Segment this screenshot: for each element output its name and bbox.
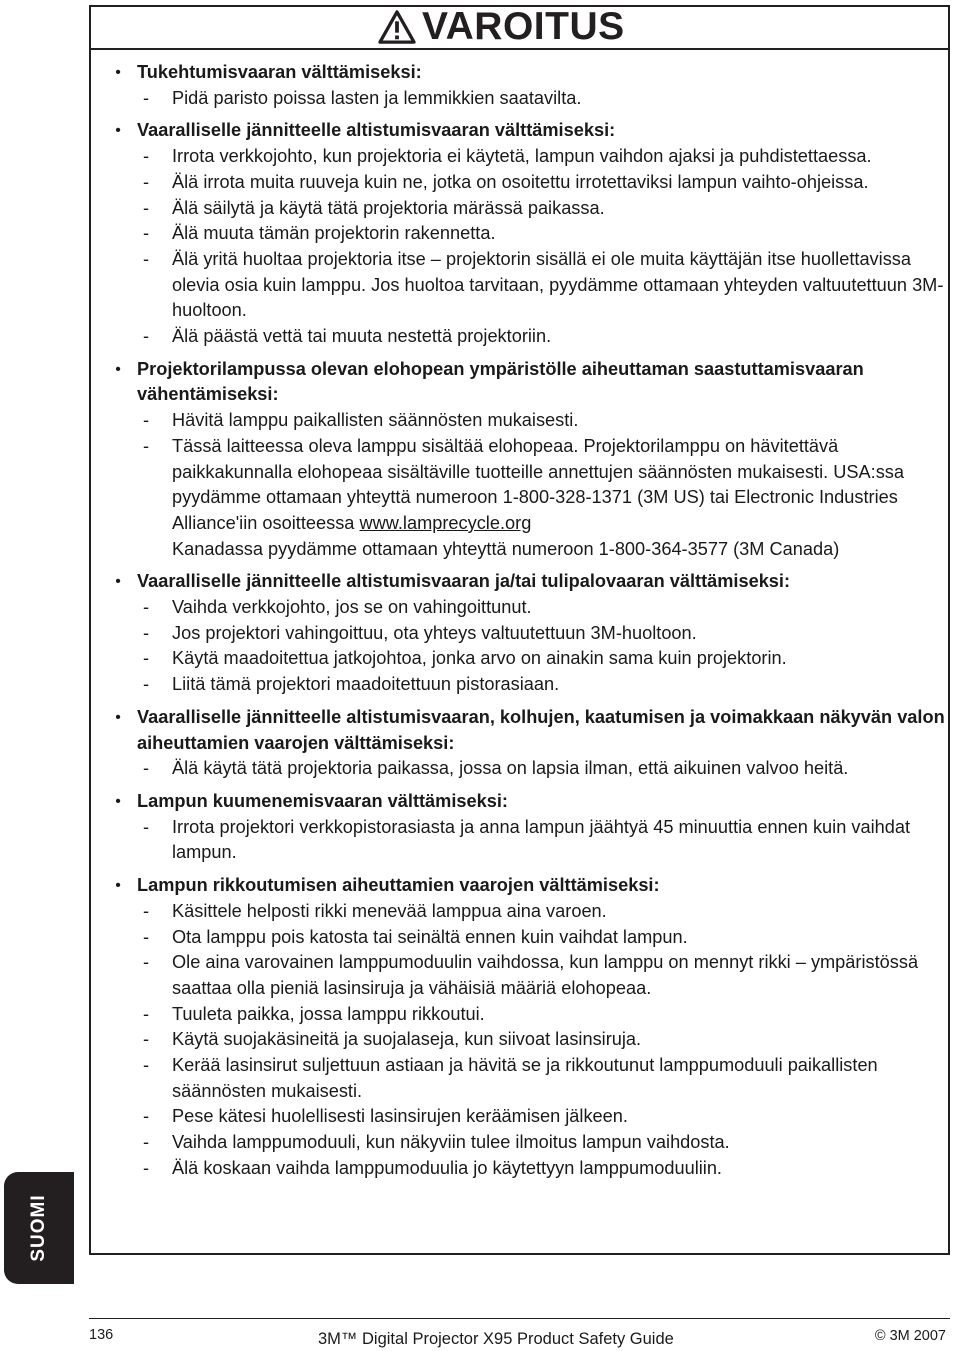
warning-content [100,60,948,1189]
canada-text: Kanadassa pyydämme ottamaan yhteyttä numeroon 1-800-364-3577 (3M Canada) [172,538,840,559]
dash-marker: - [142,146,150,167]
lamprecycle-link[interactable]: www.lamprecycle.org [359,512,532,533]
bullet-icon: • [115,792,121,810]
dash-marker: - [142,674,150,695]
dash-marker: - [142,1132,150,1153]
item-text: Älä irrota muita ruuveja kuin ne, jotka on osoitettu irrotettaviksi lampun vaihto-ohjeissa. [172,171,869,192]
item-text: Vaihda verkkojohto, jos se on vahingoittunut. [172,597,532,618]
item-text: Älä käytä tätä projektoria paikassa, jossa on lapsia ilman, että aikuinen valvoo heitä. [172,758,849,779]
dash-marker: - [142,197,150,218]
bullet-icon: • [115,64,121,81]
list-item [100,950,948,1001]
item-text: Älä yritä huoltaa projektoria itse – projektorin sisällä ei ole muita käyttäjän itse huollettavissa olevia osia kuin lamppu. Jos huoltoa tarvitaan, pyydämme ottamaan yhteyden valtuutettuun 3M-huoltoon. [172,248,944,321]
list-item [100,672,948,698]
list-item [100,756,948,782]
section-mercury [100,357,948,563]
section-heading: Lampun rikkoutumisen aiheuttamien vaarojen välttämiseksi: [137,875,660,896]
page-number: 136 [89,1327,114,1343]
list-item [100,1027,948,1053]
bullet-icon: • [115,122,121,140]
dash-marker: - [142,171,150,192]
list-item [100,1130,948,1156]
item-text: Älä koskaan vaihda lamppumoduulia jo käytettyyn lamppumoduuliin. [172,1157,722,1178]
section-heading: Vaaralliselle jännitteelle altistumisvaaran välttämiseksi: [137,120,616,141]
item-text: Irrota projektori verkkopistorasiasta ja anna lampun jäähtyä 45 minuuttia ennen kuin vaihdat lampun. [172,816,911,863]
dash-marker: - [142,926,150,947]
section-heading: Vaaralliselle jännitteelle altistumisvaaran, kolhujen, kaatumisen ja voimakkaan näkyvän valon aiheuttamien vaarojen välttämiseksi: [137,706,945,753]
dash-marker: - [142,87,150,108]
item-text: Liitä tämä projektori maadoitettuun pistorasiaan. [172,674,560,695]
section-voltage [100,118,948,349]
dash-marker: - [142,248,150,269]
section-heading: Vaaralliselle jännitteelle altistumisvaaran ja/tai tulipalovaaran välttämiseksi: [137,571,791,592]
list-item [100,170,948,196]
bullet-icon: • [115,360,121,378]
dash-marker: - [142,1055,150,1076]
item-text: Tuuleta paikka, jossa lamppu rikkoutui. [172,1003,485,1024]
item-text: Ota lamppu pois katosta tai seinältä ennen kuin vaihdat lampun. [172,926,688,947]
item-text: Vaihda lamppumoduuli, kun näkyviin tulee ilmoitus lampun vaihdosta. [172,1132,730,1153]
dash-marker: - [142,900,150,921]
list-item [100,196,948,222]
list-item [100,815,948,866]
list-item [100,324,948,350]
item-text: Älä säilytä ja käytä tätä projektoria märässä paikassa. [172,197,605,218]
section-fire [100,569,948,698]
item-text: Hävitä lamppu paikallisten säännösten mukaisesti. [172,410,579,431]
bullet-icon: • [115,573,121,591]
list-item [100,221,948,247]
warning-triangle-icon [378,10,416,44]
dash-marker: - [142,1003,150,1024]
list-item [100,247,948,324]
language-label: SUOMI [28,1194,49,1262]
dash-marker: - [142,1157,150,1178]
list-item [100,899,948,925]
item-text: Älä muuta tämän projektorin rakennetta. [172,223,496,244]
section-heading: Lampun kuumenemisvaaran välttämiseksi: [137,790,508,811]
dash-marker: - [142,410,150,431]
bullet-icon: • [115,877,121,895]
list-item [100,408,948,434]
dash-marker: - [142,1029,150,1050]
list-item [100,434,948,563]
footer-divider [89,1318,950,1319]
item-text: Ole aina varovainen lamppumoduulin vaihdossa, kun lamppu on mennyt rikki – ympäristössä saattaa olla pieniä lasinsiruja ja vähäisiä määriä elohopeaa. [172,952,919,998]
language-tab [4,1172,74,1284]
dash-marker: - [142,435,150,456]
item-text: Käsittele helposti rikki menevää lamppua aina varoen. [172,900,607,921]
section-lamp-heat [100,789,948,866]
dash-marker: - [142,326,150,347]
list-item [100,621,948,647]
footer-title: 3M™ Digital Projector X95 Product Safety Guide [318,1330,674,1348]
dash-marker: - [142,758,150,779]
dash-marker: - [142,1106,150,1127]
list-item [100,925,948,951]
page-title: VAROITUS [422,5,625,48]
warning-header [378,4,625,50]
item-text: Pidä paristo poissa lasten ja lemmikkien saatavilta. [172,87,582,108]
item-text: Irrota verkkojohto, kun projektoria ei käytetä, lampun vaihdon ajaksi ja puhdistettaessa. [172,146,872,167]
item-text: Käytä maadoitettua jatkojohtoa, jonka arvo on ainakin sama kuin projektorin. [172,648,787,669]
dash-marker: - [142,648,150,669]
bullet-icon: • [115,708,121,726]
copyright: © 3M 2007 [874,1328,946,1344]
dash-marker: - [142,597,150,618]
list-item [100,86,948,112]
list-item [100,1002,948,1028]
dash-marker: - [142,223,150,244]
dash-marker: - [142,952,150,973]
section-heading: Projektorilampussa olevan elohopean ympäristölle aiheuttaman saastuttamisvaaran vähentämiseksi: [137,358,864,405]
list-item [100,144,948,170]
mercury-text: Tässä laitteessa oleva lamppu sisältää elohopeaa. Projektorilamppu on hävitettävä paikkakunnalla elohopeaa sisältäville tuotteille annettujen säännösten mukaisesti. USA:ssa pyydämme ottamaan yhteyttä numeroon 1-800-328-1371 (3M US) tai Electronic Industries Alliance'iin osoitteessa [172,435,904,533]
section-bright-light [100,705,948,782]
list-item [100,1104,948,1130]
list-item [100,595,948,621]
section-lamp-breakage [100,873,948,1181]
dash-marker: - [142,816,150,837]
list-item [100,646,948,672]
section-suffocation [100,60,948,111]
item-text: Älä päästä vettä tai muuta nestettä projektoriin. [172,326,552,347]
list-item [100,1156,948,1182]
list-item [100,1053,948,1104]
dash-marker: - [142,622,150,643]
item-text: Käytä suojakäsineitä ja suojalaseja, kun siivoat lasinsiruja. [172,1029,642,1050]
item-text: Kerää lasinsirut suljettuun astiaan ja hävitä se ja rikkoutunut lamppumoduuli paikallisten säännösten mukaisesti. [172,1055,878,1101]
section-heading: Tukehtumisvaaran välttämiseksi: [137,62,422,82]
item-text: Jos projektori vahingoittuu, ota yhteys valtuutettuun 3M-huoltoon. [172,622,697,643]
item-text: Pese kätesi huolellisesti lasinsirujen keräämisen jälkeen. [172,1106,628,1127]
